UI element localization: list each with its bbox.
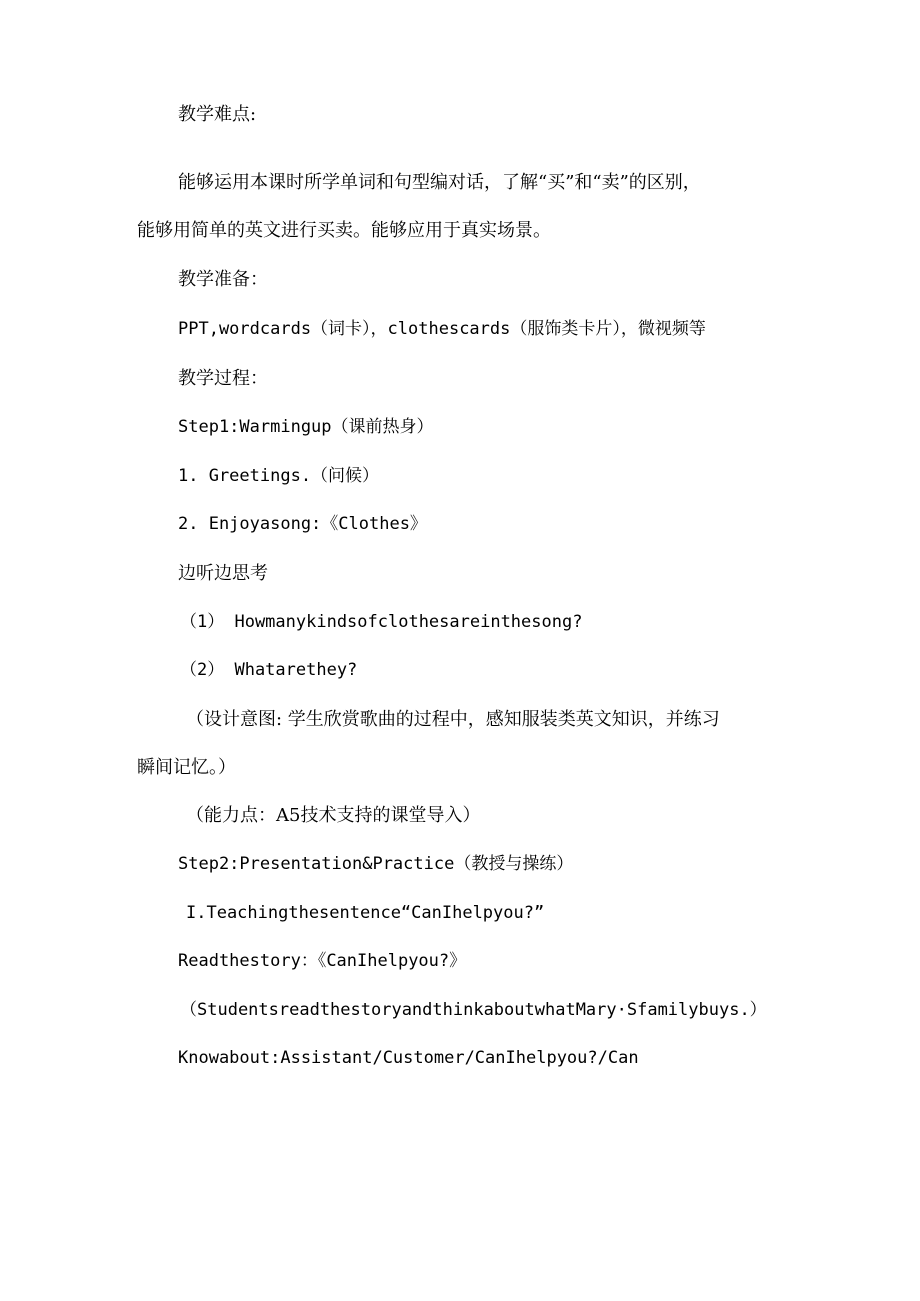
step1-item-greetings: 1. Greetings.（问候）	[178, 466, 380, 486]
step1-item-song: 2. Enjoyasong:《Clothes》	[178, 514, 427, 534]
step1-title: Step1:Warmingup（课前热身）	[178, 417, 434, 437]
design-intent-line-1: （设计意图: 学生欣赏歌曲的过程中，感知服装类英文知识，并练习	[186, 709, 720, 730]
preparation-text: PPT,wordcards（词卡），clothescards（服饰类卡片），微视频等	[178, 319, 706, 339]
ability-point: （能力点：A5技术支持的课堂导入）	[186, 805, 481, 826]
step2-title: Step2:Presentation&Practice（教授与操练）	[178, 854, 574, 874]
difficulty-heading: 教学难点:	[178, 104, 257, 125]
difficulty-text-line-2: 能够用简单的英文进行买卖。能够应用于真实场景。	[137, 220, 551, 241]
read-story: Readthestory：《CanIhelpyou?》	[178, 951, 467, 971]
design-intent-line-2: 瞬间记忆。）	[137, 757, 236, 778]
know-about: Knowabout:Assistant/Customer/CanIhelpyou?/Can	[178, 1048, 639, 1068]
process-heading: 教学过程：	[178, 368, 268, 389]
preparation-heading: 教学准备：	[178, 269, 268, 290]
question-2: （2） Whatarethey?	[180, 660, 358, 680]
students-read-note: （StudentsreadthestoryandthinkaboutwhatMary·Sfamilybuys.）	[180, 1000, 767, 1020]
difficulty-text-line-1: 能够运用本课时所学单词和句型编对话，了解“买”和“卖”的区别，	[178, 172, 701, 193]
question-1: （1） Howmanykindsofclothesareinthesong?	[180, 612, 583, 632]
step2-subtitle: I.Teachingthesentence“CanIhelpyou?”	[186, 903, 545, 923]
listen-think-label: 边听边思考	[178, 563, 268, 584]
